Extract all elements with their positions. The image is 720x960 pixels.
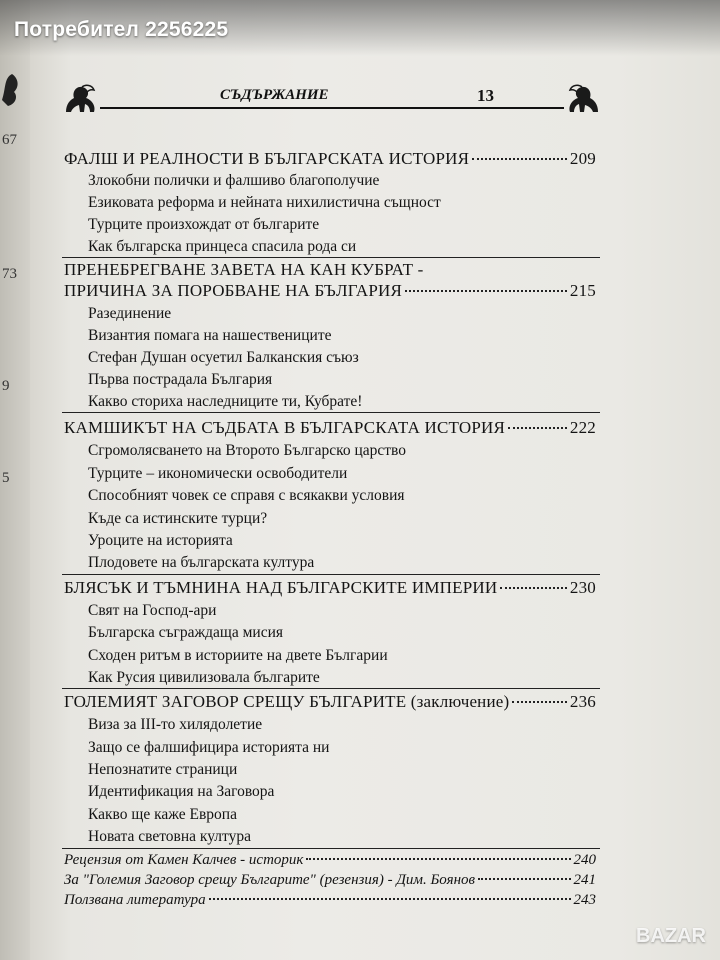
toc-subsection[interactable]: Как Русия цивилизовала българите (88, 669, 320, 686)
edge-page-number: 67 (2, 132, 17, 148)
toc-chapter[interactable]: БЛЯСЪК И ТЪМНИНА НАД БЪЛГАРСКИТЕ ИМПЕРИИ 230 (64, 578, 596, 597)
edge-page-number: 73 (2, 266, 17, 282)
toc-subsection[interactable]: Виза за III-то хилядолетие (88, 716, 263, 733)
section-divider (62, 848, 600, 849)
edge-page-number: 9 (2, 378, 10, 394)
toc-subsection[interactable]: Какво сториха наследниците ти, Кубрате! (88, 393, 363, 410)
listing-overlay-bar (0, 0, 720, 56)
toc-subsection[interactable]: Византия помага на нашествениците (88, 327, 332, 344)
toc-subsection[interactable]: Плодовете на българската култура (88, 554, 315, 571)
toc-subsection[interactable]: Турците произхождат от българите (88, 216, 320, 233)
toc-extra[interactable]: Рецензия от Камен Калчев - историк 240 (64, 852, 596, 868)
leader-dots (512, 701, 567, 703)
leader-dots (508, 427, 567, 429)
leader-dots (405, 290, 567, 292)
toc-subsection[interactable]: Къде са истинските турци? (88, 510, 268, 527)
leader-dots (472, 158, 567, 160)
site-watermark: BAZAR (636, 925, 706, 947)
section-divider (62, 574, 600, 575)
toc-subsection[interactable]: Свят на Господ-ари (88, 602, 217, 619)
toc-subsection[interactable]: Непознатите страници (88, 761, 238, 778)
toc-chapter[interactable]: КАМШИКЪТ НА СЪДБАТА В БЪЛГАРСКАТА ИСТОРИЯ 222 (64, 418, 596, 437)
toc-subsection[interactable]: Злокобни полички и фалшиво благополучие (88, 172, 380, 189)
toc-subsection[interactable]: Способният човек се справя с всякакви условия (88, 487, 405, 504)
leader-dots (209, 898, 571, 900)
toc-subsection[interactable]: Какво ще каже Европа (88, 806, 237, 823)
section-divider (62, 688, 600, 689)
toc-chapter[interactable]: ГОЛЕМИЯТ ЗАГОВОР СРЕЩУ БЪЛГАРИТЕ (заключение) 236 (64, 692, 596, 711)
toc-subsection[interactable]: Турците – икономически освободители (88, 465, 348, 482)
toc-subsection[interactable]: Българска съграждаща мисия (88, 624, 284, 641)
toc-subsection[interactable]: Езиковата реформа и нейната нихилистична същност (88, 194, 441, 211)
toc-extra[interactable]: Ползвана литература 243 (64, 892, 596, 908)
section-divider (62, 412, 600, 413)
toc-subsection[interactable]: Как българска принцеса спасила рода си (88, 238, 357, 255)
toc-subsection[interactable]: Разединение (88, 305, 172, 322)
section-divider (62, 257, 600, 258)
page-number: 13 (477, 86, 494, 105)
edge-page-number: 5 (2, 470, 10, 486)
toc-extra[interactable]: За "Големия Заговор срещу Българите" (резензия) - Дим. Боянов 241 (64, 872, 596, 888)
leader-dots (306, 858, 570, 860)
toc-subsection[interactable]: Сгромолясването на Второто Българско царство (88, 442, 406, 459)
toc-subsection[interactable]: Първа пострадала България (88, 371, 273, 388)
toc-subsection[interactable]: Уроците на историята (88, 532, 233, 549)
toc-subsection[interactable]: Стефан Душан осуетил Балканския съюз (88, 349, 359, 366)
toc-subsection[interactable]: Сходен ритъм в историите на двете Българии (88, 647, 388, 664)
toc-chapter[interactable]: ФАЛШ И РЕАЛНОСТИ В БЪЛГАРСКАТА ИСТОРИЯ 209 (64, 149, 596, 168)
leader-dots (500, 587, 567, 589)
leader-dots (478, 878, 570, 880)
toc-subsection[interactable]: Защо се фалшифицира историята ни (88, 739, 330, 756)
toc-chapter[interactable]: ПРИЧИНА ЗА ПОРОБВАНЕ НА БЪЛГАРИЯ 215 (64, 281, 596, 300)
toc-subsection[interactable]: Новата световна култура (88, 828, 251, 845)
seller-username[interactable]: Потребител 2256225 (14, 18, 229, 41)
toc-subsection[interactable]: Идентификация на Заговора (88, 783, 275, 800)
toc-heading: СЪДЪРЖАНИЕ (220, 87, 329, 103)
toc-chapter-line[interactable]: ПРЕНЕБРЕГВАНЕ ЗАВЕТА НА КАН КУБРАТ - (64, 260, 424, 279)
